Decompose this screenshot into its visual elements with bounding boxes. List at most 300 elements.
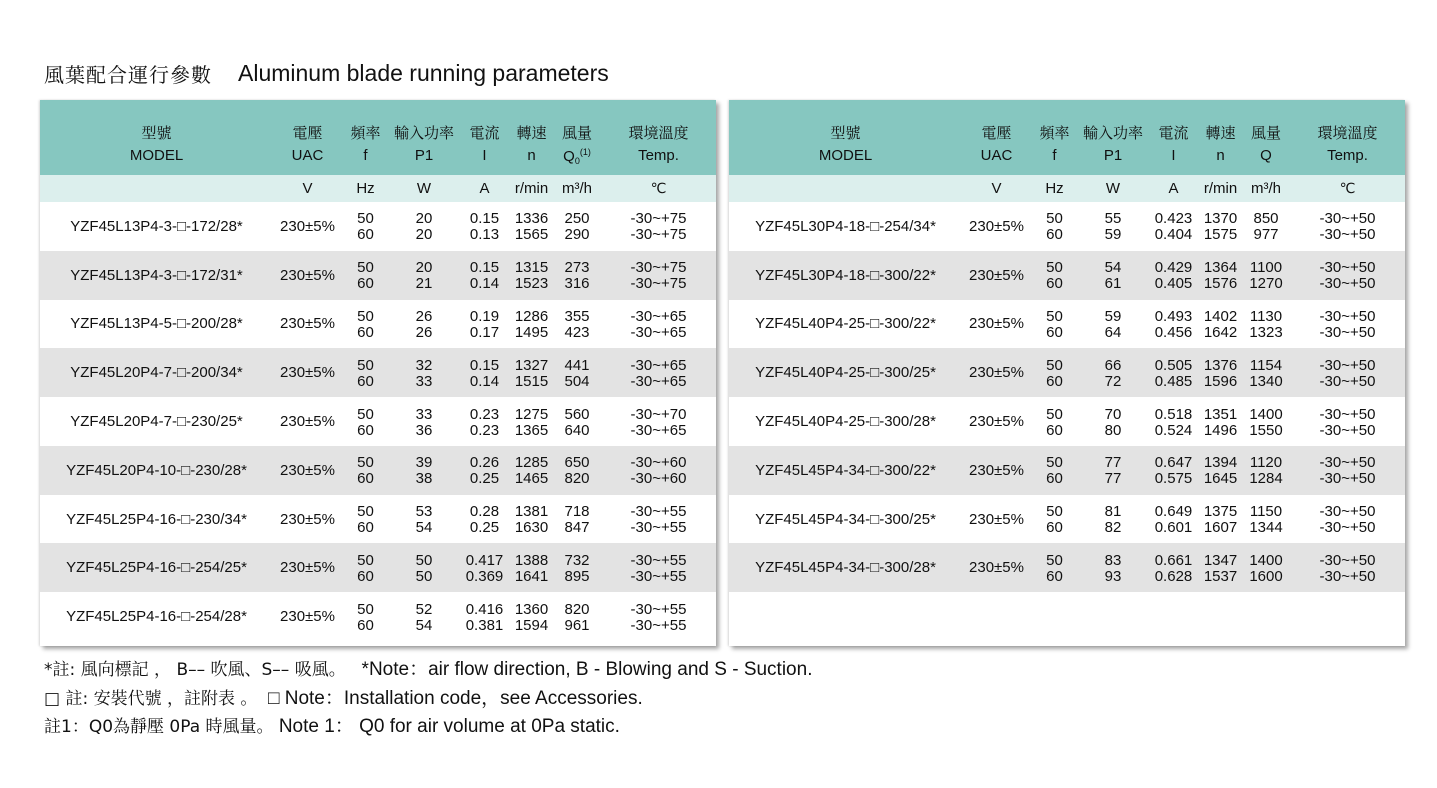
- frequency-cell: 60: [1031, 373, 1078, 397]
- table-row-group: [729, 202, 1405, 251]
- current-cell: 0.15: [459, 348, 510, 372]
- header-speed-en: n: [1199, 145, 1242, 175]
- current-cell: 0.649: [1148, 495, 1199, 519]
- left-header-zh-row: [40, 100, 716, 145]
- frequency-cell: 60: [342, 373, 389, 397]
- current-cell: 0.14: [459, 373, 510, 397]
- temperature-cell: -30~+50: [1290, 348, 1405, 372]
- voltage-cell: 230±5%: [962, 202, 1031, 251]
- current-cell: 0.13: [459, 226, 510, 250]
- airflow-cell: 850: [1242, 202, 1290, 226]
- model-cell: YZF45L20P4-10-□-230/28*: [40, 446, 273, 495]
- speed-cell: 1327: [510, 348, 553, 372]
- power-cell: 72: [1078, 373, 1148, 397]
- temperature-cell: -30~+75: [601, 202, 716, 226]
- unit-model: [729, 175, 962, 202]
- speed-cell: 1394: [1199, 446, 1242, 470]
- current-cell: 0.14: [459, 275, 510, 299]
- airflow-cell: 560: [553, 397, 601, 421]
- speed-cell: 1375: [1199, 495, 1242, 519]
- frequency-cell: 50: [342, 446, 389, 470]
- header-temp-zh: 環境溫度: [1290, 100, 1405, 145]
- model-cell: YZF45L13P4-5-□-200/28*: [40, 300, 273, 349]
- temperature-cell: -30~+50: [1290, 568, 1405, 592]
- power-cell: 26: [389, 300, 459, 324]
- header-current-en: I: [459, 145, 510, 175]
- unit-power: W: [1078, 175, 1148, 202]
- frequency-cell: 50: [1031, 300, 1078, 324]
- temperature-cell: -30~+75: [601, 275, 716, 299]
- frequency-cell: 50: [342, 543, 389, 567]
- header-current-en: I: [1148, 145, 1199, 175]
- speed-cell: 1515: [510, 373, 553, 397]
- voltage-cell: 230±5%: [273, 300, 342, 349]
- speed-cell: 1364: [1199, 251, 1242, 275]
- frequency-cell: 50: [1031, 397, 1078, 421]
- header-frequency-zh: 頻率: [1031, 100, 1078, 145]
- airflow-cell: 423: [553, 324, 601, 348]
- current-cell: 0.23: [459, 422, 510, 446]
- model-cell: YZF45L40P4-25-□-300/22*: [729, 300, 962, 349]
- table-row: [40, 446, 716, 470]
- speed-cell: 1351: [1199, 397, 1242, 421]
- unit-current: A: [1148, 175, 1199, 202]
- current-cell: 0.28: [459, 495, 510, 519]
- model-cell: YZF45L25P4-16-□-254/28*: [40, 592, 273, 641]
- speed-cell: 1336: [510, 202, 553, 226]
- power-cell: 36: [389, 422, 459, 446]
- current-cell: 0.429: [1148, 251, 1199, 275]
- speed-cell: 1642: [1199, 324, 1242, 348]
- header-power-en: P1: [389, 145, 459, 175]
- table-row-group: [729, 251, 1405, 300]
- frequency-cell: 50: [342, 495, 389, 519]
- header-temp-en: Temp.: [1290, 145, 1405, 175]
- current-cell: 0.647: [1148, 446, 1199, 470]
- current-cell: 0.417: [459, 543, 510, 567]
- header-model-zh: 型號: [40, 100, 273, 145]
- current-cell: 0.416: [459, 592, 510, 616]
- power-cell: 59: [1078, 226, 1148, 250]
- airflow-cell: 1154: [1242, 348, 1290, 372]
- power-cell: 21: [389, 275, 459, 299]
- speed-cell: 1402: [1199, 300, 1242, 324]
- airflow-cell: 1323: [1242, 324, 1290, 348]
- temperature-cell: -30~+55: [601, 617, 716, 641]
- speed-cell: 1360: [510, 592, 553, 616]
- frequency-cell: 60: [342, 470, 389, 494]
- voltage-cell: 230±5%: [962, 251, 1031, 300]
- power-cell: 55: [1078, 202, 1148, 226]
- table-row: [40, 495, 716, 519]
- model-cell: YZF45L30P4-18-□-300/22*: [729, 251, 962, 300]
- airflow-cell: 1150: [1242, 495, 1290, 519]
- temperature-cell: -30~+55: [601, 495, 716, 519]
- table-row: [729, 348, 1405, 372]
- power-cell: 83: [1078, 543, 1148, 567]
- power-cell: 54: [389, 519, 459, 543]
- header-voltage-en: UAC: [273, 145, 342, 175]
- temperature-cell: -30~+55: [601, 592, 716, 616]
- current-cell: 0.524: [1148, 422, 1199, 446]
- frequency-cell: 50: [342, 592, 389, 616]
- frequency-cell: 50: [342, 348, 389, 372]
- header-model-en: MODEL: [729, 145, 962, 175]
- voltage-cell: 230±5%: [962, 300, 1031, 349]
- header-voltage-zh: 電壓: [962, 100, 1031, 145]
- frequency-cell: 50: [342, 397, 389, 421]
- unit-voltage: V: [962, 175, 1031, 202]
- table-row-group: [729, 300, 1405, 349]
- power-cell: 33: [389, 373, 459, 397]
- current-cell: 0.25: [459, 519, 510, 543]
- airflow-cell: 895: [553, 568, 601, 592]
- right-header-en-row: [729, 145, 1405, 175]
- voltage-cell: 230±5%: [962, 543, 1031, 592]
- speed-cell: 1365: [510, 422, 553, 446]
- unit-power: W: [389, 175, 459, 202]
- page-title: [44, 58, 609, 88]
- speed-cell: 1347: [1199, 543, 1242, 567]
- airflow-cell: 1100: [1242, 251, 1290, 275]
- current-cell: 0.628: [1148, 568, 1199, 592]
- table-row-group: [729, 348, 1405, 397]
- temperature-cell: -30~+50: [1290, 226, 1405, 250]
- unit-temp: ℃: [601, 175, 716, 202]
- temperature-cell: -30~+50: [1290, 275, 1405, 299]
- right-header-units-row: [729, 175, 1405, 202]
- speed-cell: 1465: [510, 470, 553, 494]
- table-row-group: [40, 202, 716, 251]
- frequency-cell: 60: [1031, 470, 1078, 494]
- power-cell: 77: [1078, 470, 1148, 494]
- power-cell: 81: [1078, 495, 1148, 519]
- speed-cell: 1576: [1199, 275, 1242, 299]
- voltage-cell: 230±5%: [273, 495, 342, 544]
- airflow-cell: 290: [553, 226, 601, 250]
- frequency-cell: 60: [342, 568, 389, 592]
- airflow-cell: 1400: [1242, 543, 1290, 567]
- speed-cell: 1275: [510, 397, 553, 421]
- airflow-cell: 250: [553, 202, 601, 226]
- temperature-cell: -30~+65: [601, 324, 716, 348]
- voltage-cell: 230±5%: [273, 446, 342, 495]
- frequency-cell: 50: [342, 300, 389, 324]
- current-cell: 0.505: [1148, 348, 1199, 372]
- voltage-cell: 230±5%: [273, 397, 342, 446]
- unit-frequency: Hz: [1031, 175, 1078, 202]
- left-header-en-row: [40, 145, 716, 175]
- header-airflow-zh: 風量: [1242, 100, 1290, 145]
- airflow-cell: 820: [553, 470, 601, 494]
- power-cell: 32: [389, 348, 459, 372]
- speed-cell: 1315: [510, 251, 553, 275]
- footnote-2-en: □ Note：Installation code，see Accessories.: [267, 687, 643, 709]
- model-cell: YZF45L25P4-16-□-230/34*: [40, 495, 273, 544]
- header-airflow-en: [553, 145, 601, 175]
- current-cell: 0.404: [1148, 226, 1199, 250]
- frequency-cell: 50: [1031, 348, 1078, 372]
- power-cell: 39: [389, 446, 459, 470]
- frequency-cell: 60: [1031, 568, 1078, 592]
- header-frequency-zh: 頻率: [342, 100, 389, 145]
- speed-cell: 1645: [1199, 470, 1242, 494]
- header-power-zh: 輸入功率: [1078, 100, 1148, 145]
- speed-cell: 1495: [510, 324, 553, 348]
- airflow-cell: 732: [553, 543, 601, 567]
- airflow-cell: 718: [553, 495, 601, 519]
- table-row-group: [40, 495, 716, 544]
- page-title-zh: 風葉配合運行參數: [44, 62, 212, 87]
- table-row-group: [729, 543, 1405, 592]
- temperature-cell: -30~+50: [1290, 543, 1405, 567]
- current-cell: 0.405: [1148, 275, 1199, 299]
- voltage-cell: 230±5%: [962, 348, 1031, 397]
- speed-cell: 1594: [510, 617, 553, 641]
- frequency-cell: 60: [342, 275, 389, 299]
- temperature-cell: -30~+50: [1290, 202, 1405, 226]
- temperature-cell: -30~+50: [1290, 470, 1405, 494]
- airflow-cell: 640: [553, 422, 601, 446]
- frequency-cell: 60: [1031, 324, 1078, 348]
- header-model-en: MODEL: [40, 145, 273, 175]
- table-row-group: [40, 543, 716, 592]
- table-row: [40, 592, 716, 616]
- current-cell: 0.381: [459, 617, 510, 641]
- temperature-cell: -30~+55: [601, 543, 716, 567]
- speed-cell: 1575: [1199, 226, 1242, 250]
- speed-cell: 1630: [510, 519, 553, 543]
- current-cell: 0.423: [1148, 202, 1199, 226]
- voltage-cell: 230±5%: [273, 543, 342, 592]
- temperature-cell: -30~+70: [601, 397, 716, 421]
- airflow-cell: 847: [553, 519, 601, 543]
- unit-speed: r/min: [1199, 175, 1242, 202]
- airflow-cell: 1284: [1242, 470, 1290, 494]
- page-title-en: Aluminum blade running parameters: [238, 59, 609, 86]
- header-power-zh: 輸入功率: [389, 100, 459, 145]
- model-cell: YZF45L13P4-3-□-172/28*: [40, 202, 273, 251]
- header-frequency-en: f: [342, 145, 389, 175]
- power-cell: 26: [389, 324, 459, 348]
- current-cell: 0.23: [459, 397, 510, 421]
- frequency-cell: 60: [1031, 275, 1078, 299]
- temperature-cell: -30~+65: [601, 348, 716, 372]
- model-cell: YZF45L13P4-3-□-172/31*: [40, 251, 273, 300]
- table-row: [729, 251, 1405, 275]
- current-cell: 0.575: [1148, 470, 1199, 494]
- power-cell: 93: [1078, 568, 1148, 592]
- model-cell: YZF45L25P4-16-□-254/25*: [40, 543, 273, 592]
- temperature-cell: -30~+65: [601, 422, 716, 446]
- table-row-group: [729, 397, 1405, 446]
- frequency-cell: 60: [342, 324, 389, 348]
- header-airflow-footnote-mark: (1): [579, 147, 591, 157]
- airflow-cell: 1400: [1242, 397, 1290, 421]
- airflow-cell: 1550: [1242, 422, 1290, 446]
- footnote-installation-code: [44, 685, 812, 714]
- current-cell: 0.369: [459, 568, 510, 592]
- unit-temp: ℃: [1290, 175, 1405, 202]
- left-parameter-table: [40, 100, 716, 641]
- power-cell: 77: [1078, 446, 1148, 470]
- voltage-cell: 230±5%: [273, 348, 342, 397]
- speed-cell: 1537: [1199, 568, 1242, 592]
- unit-voltage: V: [273, 175, 342, 202]
- table-row-group: [40, 397, 716, 446]
- header-speed-zh: 轉速: [510, 100, 553, 145]
- frequency-cell: 60: [342, 226, 389, 250]
- unit-airflow: m³/h: [553, 175, 601, 202]
- frequency-cell: 60: [342, 617, 389, 641]
- table-row: [40, 397, 716, 421]
- table-row: [40, 348, 716, 372]
- left-parameter-table-panel: [40, 100, 716, 646]
- frequency-cell: 50: [342, 202, 389, 226]
- header-frequency-en: f: [1031, 145, 1078, 175]
- power-cell: 54: [1078, 251, 1148, 275]
- airflow-cell: 977: [1242, 226, 1290, 250]
- header-airflow-en: Q: [1242, 145, 1290, 175]
- header-temp-zh: 環境溫度: [601, 100, 716, 145]
- power-cell: 52: [389, 592, 459, 616]
- power-cell: 70: [1078, 397, 1148, 421]
- speed-cell: 1388: [510, 543, 553, 567]
- header-airflow-q-subscript: 0: [574, 156, 580, 166]
- frequency-cell: 60: [1031, 422, 1078, 446]
- table-row: [729, 495, 1405, 519]
- speed-cell: 1641: [510, 568, 553, 592]
- airflow-cell: 441: [553, 348, 601, 372]
- current-cell: 0.26: [459, 446, 510, 470]
- right-header-zh-row: [729, 100, 1405, 145]
- power-cell: 66: [1078, 348, 1148, 372]
- power-cell: 64: [1078, 324, 1148, 348]
- model-cell: YZF45L40P4-25-□-300/28*: [729, 397, 962, 446]
- model-cell: YZF45L30P4-18-□-254/34*: [729, 202, 962, 251]
- current-cell: 0.456: [1148, 324, 1199, 348]
- frequency-cell: 50: [1031, 543, 1078, 567]
- table-row-group: [40, 300, 716, 349]
- frequency-cell: 50: [1031, 202, 1078, 226]
- frequency-cell: 60: [1031, 226, 1078, 250]
- temperature-cell: -30~+65: [601, 300, 716, 324]
- airflow-cell: 355: [553, 300, 601, 324]
- model-cell: YZF45L45P4-34-□-300/25*: [729, 495, 962, 544]
- temperature-cell: -30~+60: [601, 470, 716, 494]
- speed-cell: 1607: [1199, 519, 1242, 543]
- airflow-cell: 1270: [1242, 275, 1290, 299]
- header-speed-zh: 轉速: [1199, 100, 1242, 145]
- model-cell: YZF45L40P4-25-□-300/25*: [729, 348, 962, 397]
- header-temp-en: Temp.: [601, 145, 716, 175]
- temperature-cell: -30~+55: [601, 519, 716, 543]
- table-row: [729, 300, 1405, 324]
- power-cell: 50: [389, 543, 459, 567]
- unit-speed: r/min: [510, 175, 553, 202]
- power-cell: 38: [389, 470, 459, 494]
- footnotes: [44, 656, 812, 742]
- frequency-cell: 50: [1031, 251, 1078, 275]
- power-cell: 20: [389, 251, 459, 275]
- airflow-cell: 820: [553, 592, 601, 616]
- temperature-cell: -30~+50: [1290, 519, 1405, 543]
- current-cell: 0.518: [1148, 397, 1199, 421]
- power-cell: 59: [1078, 300, 1148, 324]
- model-cell: YZF45L20P4-7-□-200/34*: [40, 348, 273, 397]
- power-cell: 53: [389, 495, 459, 519]
- table-row: [729, 543, 1405, 567]
- voltage-cell: 230±5%: [273, 202, 342, 251]
- speed-cell: 1381: [510, 495, 553, 519]
- footnote-1-zh: *註: 風向標記 ， B–– 吹風、S–– 吸風。: [44, 660, 346, 680]
- temperature-cell: -30~+50: [1290, 300, 1405, 324]
- airflow-cell: 1344: [1242, 519, 1290, 543]
- temperature-cell: -30~+50: [1290, 446, 1405, 470]
- footnote-3-zh: 註1：Q0為靜壓 0Pa 時風量。: [44, 717, 274, 737]
- airflow-cell: 1120: [1242, 446, 1290, 470]
- temperature-cell: -30~+50: [1290, 422, 1405, 446]
- speed-cell: 1285: [510, 446, 553, 470]
- airflow-cell: 273: [553, 251, 601, 275]
- table-row: [40, 202, 716, 226]
- power-cell: 82: [1078, 519, 1148, 543]
- power-cell: 54: [389, 617, 459, 641]
- speed-cell: 1370: [1199, 202, 1242, 226]
- model-cell: YZF45L45P4-34-□-300/28*: [729, 543, 962, 592]
- speed-cell: 1596: [1199, 373, 1242, 397]
- temperature-cell: -30~+75: [601, 251, 716, 275]
- table-row: [40, 543, 716, 567]
- temperature-cell: -30~+50: [1290, 324, 1405, 348]
- right-parameter-table: [729, 100, 1405, 592]
- table-row: [729, 202, 1405, 226]
- current-cell: 0.17: [459, 324, 510, 348]
- unit-airflow: m³/h: [1242, 175, 1290, 202]
- unit-current: A: [459, 175, 510, 202]
- power-cell: 61: [1078, 275, 1148, 299]
- header-current-zh: 電流: [1148, 100, 1199, 145]
- power-cell: 50: [389, 568, 459, 592]
- voltage-cell: 230±5%: [962, 397, 1031, 446]
- current-cell: 0.601: [1148, 519, 1199, 543]
- frequency-cell: 60: [1031, 519, 1078, 543]
- temperature-cell: -30~+65: [601, 373, 716, 397]
- temperature-cell: -30~+50: [1290, 495, 1405, 519]
- right-parameter-table-panel: [729, 100, 1405, 646]
- voltage-cell: 230±5%: [962, 495, 1031, 544]
- table-row: [40, 251, 716, 275]
- table-row: [40, 300, 716, 324]
- voltage-cell: 230±5%: [273, 251, 342, 300]
- model-cell: YZF45L45P4-34-□-300/22*: [729, 446, 962, 495]
- table-row-group: [729, 446, 1405, 495]
- power-cell: 20: [389, 226, 459, 250]
- table-row-group: [40, 592, 716, 641]
- voltage-cell: 230±5%: [273, 592, 342, 641]
- table-row-group: [40, 348, 716, 397]
- airflow-cell: 1600: [1242, 568, 1290, 592]
- footnote-1-en: *Note：air flow direction, B - Blowing and S - Suction.: [361, 659, 813, 680]
- header-voltage-zh: 電壓: [273, 100, 342, 145]
- power-cell: 33: [389, 397, 459, 421]
- temperature-cell: -30~+50: [1290, 373, 1405, 397]
- current-cell: 0.19: [459, 300, 510, 324]
- header-power-en: P1: [1078, 145, 1148, 175]
- header-airflow-zh: 風量: [553, 100, 601, 145]
- temperature-cell: -30~+75: [601, 226, 716, 250]
- speed-cell: 1523: [510, 275, 553, 299]
